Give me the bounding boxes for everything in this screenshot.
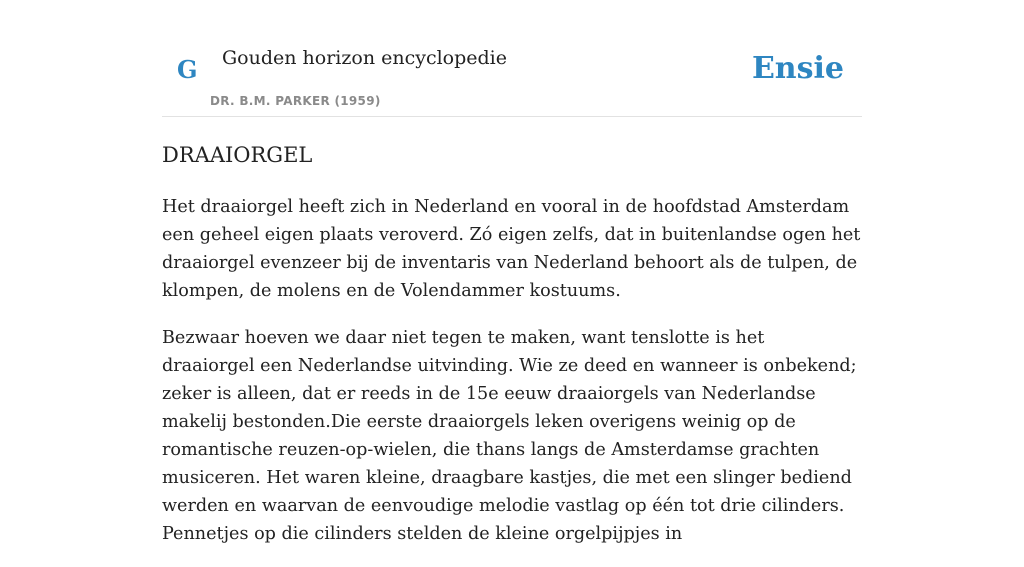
- header: [162, 0, 862, 117]
- book-logo[interactable]: G: [177, 55, 198, 84]
- book-author: DR. B.M. PARKER (1959): [210, 94, 381, 108]
- article-paragraph: Het draaiorgel heeft zich in Nederland en vooral in de hoofdstad Amsterdam een geheel eigen plaats veroverd. Zó eigen zelfs, dat in buitenlandse ogen het draaiorgel evenzeer bij de inventaris van Nederland behoort als de tulpen, de klompen, de molens en de Volendammer kostuums.: [162, 197, 861, 301]
- book-title-link[interactable]: Gouden horizon encyclopedie: [222, 47, 507, 69]
- article: [162, 138, 862, 567]
- ensie-logo[interactable]: Ensie: [751, 51, 844, 86]
- article-title: DRAAIORGEL: [162, 143, 313, 167]
- article-paragraph: Bezwaar hoeven we daar niet tegen te maken, want tenslotte is het draaiorgel een Nederlandse uitvinding. Wie ze deed en wanneer is onbekend; zeker is alleen, dat er reeds in de 15e eeuw draaiorgels van Nederlandse makelij bestonden.Die eerste draaiorgels leken overigens weinig op de romantische reuzen-op-wielen, die thans langs de Amsterdamse grachten musiceren. Het waren kleine, draagbare kastjes, die met een slinger bediend werden en waarvan de eenvoudige melodie vastlag op één tot drie cilinders. Pennetjes op die cilinders stelden de kleine orgelpijpjes in: [162, 328, 857, 544]
